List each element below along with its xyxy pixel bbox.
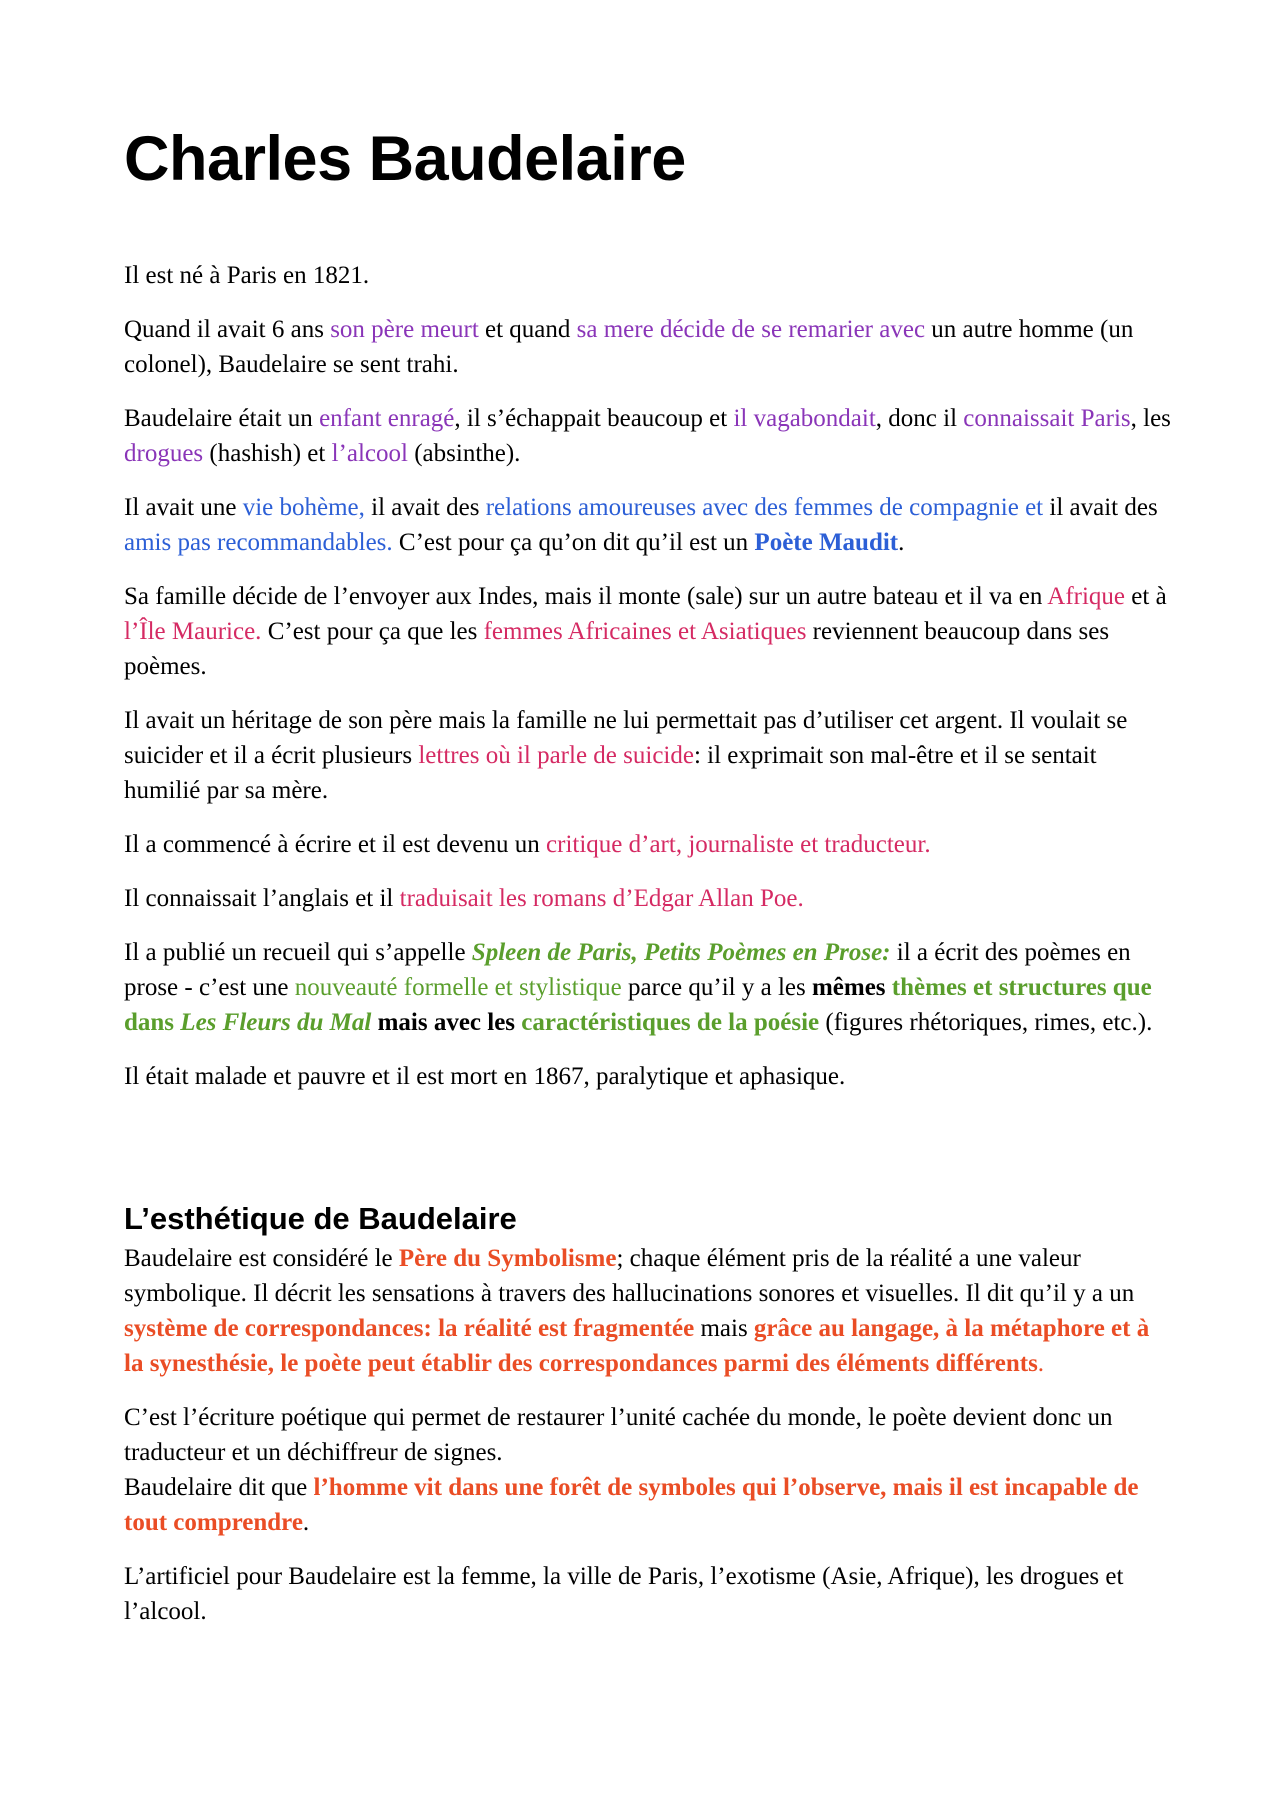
section-title: L’esthétique de Baudelaire <box>124 1201 517 1236</box>
paragraph-poe: Il connaissait l’anglais et il traduisait les romans d’Edgar Allan Poe. <box>124 885 804 912</box>
page-title: Charles Baudelaire <box>124 124 686 194</box>
paragraph-artificiel: L’artificiel pour Baudelaire est la femme, la ville de Paris, l’exotisme (Asie, Afrique), les drogues et l’alcool. <box>124 1563 1124 1626</box>
keyword-poete-maudit: Poète Maudit <box>754 529 899 556</box>
paragraph-ecriture: C’est l’écriture poétique qui permet de restaurer l’unité cachée du monde, le poète devient donc un traducteur et un déchiffreur de signes. Baudelaire dit que l’homme vit dans une forêt de symboles qui l’observe, mais il est incapable de tout comprendre. <box>124 1404 1139 1537</box>
book-title-fleurs: Les Fleurs du Mal <box>180 1009 372 1036</box>
paragraph-symbolism: Baudelaire est considéré le Père du Symbolisme; chaque élément pris de la réalité a une valeur symbolique. Il décrit les sensations à travers des hallucinations sonores et visuelles. Il dit qu’il y a un système de correspondances: la réalité est fragmentée mais grâce au langage, à la métaphore et à la synesthésie, le poète peut établir des correspondances parmi des éléments différents. <box>124 1245 1150 1378</box>
paragraph-career: Il a commencé à écrire et il est devenu un critique d’art, journaliste et traducteur. <box>124 831 931 858</box>
book-title-spleen: Spleen de Paris, Petits Poèmes en Prose: <box>471 939 891 966</box>
keyword-symbolisme: Père du Symbolisme <box>398 1245 617 1273</box>
highlight: sa mere décide de se remarier avec <box>576 316 926 343</box>
paragraph-birth: Il est né à Paris en 1821. <box>124 262 370 289</box>
paragraph-youth: Baudelaire était un enfant enragé, il s’échappait beaucoup et il vagabondait, donc il connaissait Paris, les drogues (hashish) et l’alcool (absinthe). <box>124 405 1171 467</box>
paragraph-spleen: Il a publié un recueil qui s’appelle Spleen de Paris, Petits Poèmes en Prose: il a écrit des poèmes en prose - c’est une nouveauté formelle et stylistique parce qu’il y a les mêmes thèmes et structures que dans Les Fleurs du Mal mais avec les caractéristiques de la poésie (figures rhétoriques, rimes, etc.). <box>124 939 1153 1036</box>
biography-section <box>124 258 1174 1113</box>
paragraph-death: Il était malade et pauvre et il est mort en 1867, paralytique et aphasique. <box>124 1063 846 1090</box>
highlight: son père meurt <box>330 316 479 343</box>
aesthetics-section <box>124 1200 1174 1648</box>
paragraph-heritage: Il avait un héritage de son père mais la famille ne lui permettait pas d’utiliser cet argent. Il voulait se suicider et il a écrit plusieurs lettres où il parle de suicide: il exprimait son mal-être et il se sentait humilié par sa mère. <box>124 707 1128 804</box>
paragraph-childhood: Quand il avait 6 ans son père meurt et quand sa mere décide de se remarier avec un autre homme (un colonel), Baudelaire se sent trahi. <box>124 316 1134 378</box>
paragraph-travel: Sa famille décide de l’envoyer aux Indes, mais il monte (sale) sur un autre bateau et il va en Afrique et à l’Île Maurice. C’est pour ça que les femmes Africaines et Asiatiques reviennent beaucoup dans ses poèmes. <box>124 583 1167 680</box>
paragraph-boheme: Il avait une vie bohème, il avait des relations amoureuses avec des femmes de compagnie et il avait des amis pas recommandables. C’est pour ça qu’on dit qu’il est un Poète Maudit. <box>124 494 1158 556</box>
